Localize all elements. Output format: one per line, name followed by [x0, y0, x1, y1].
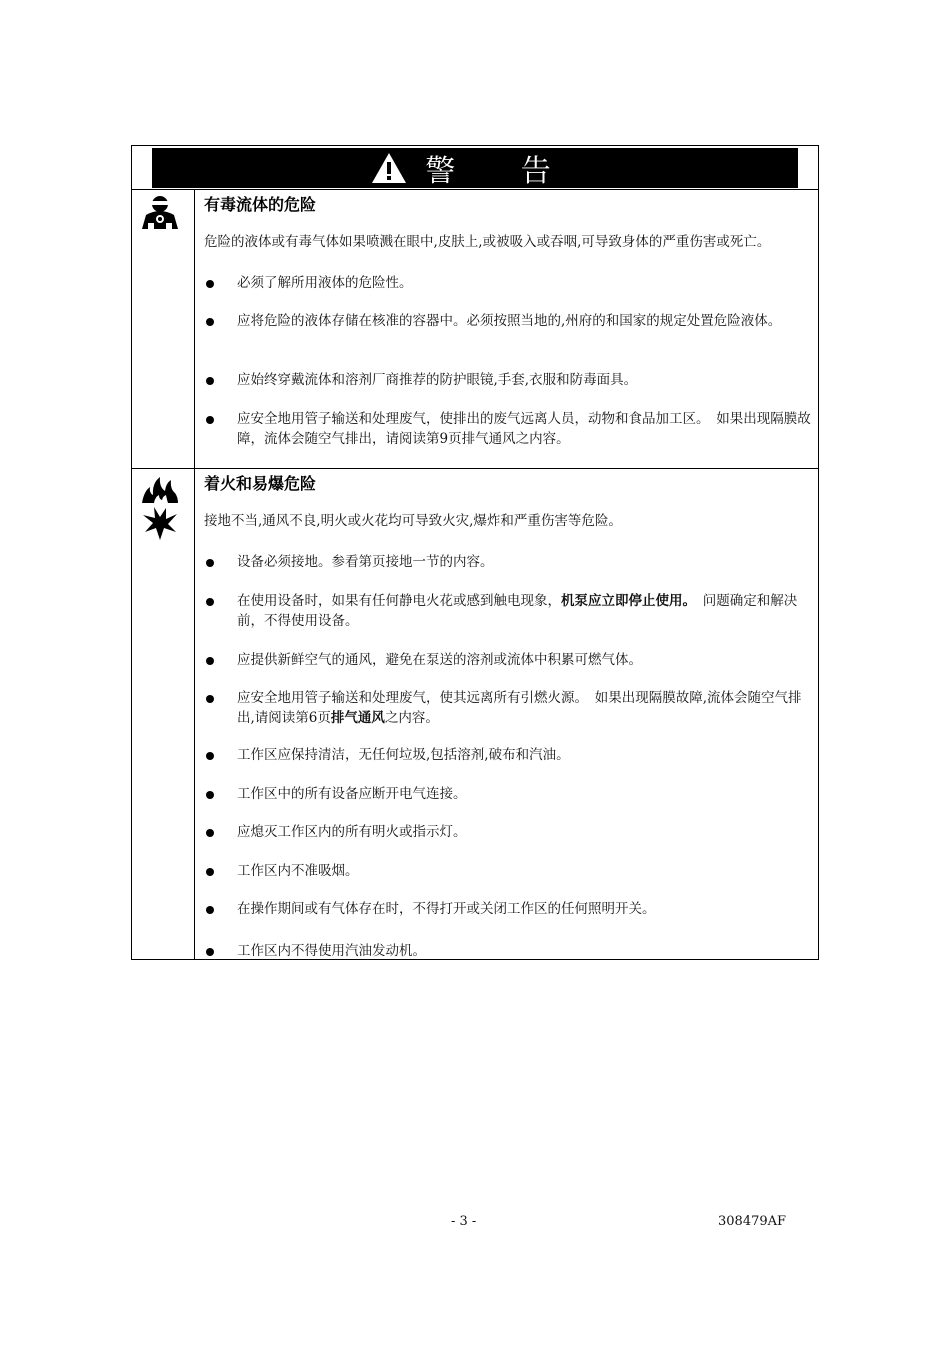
- bullet-icon: [206, 948, 214, 956]
- explosion-icon: [142, 506, 178, 542]
- bullet-icon: [206, 868, 214, 876]
- bullet-icon: [206, 280, 214, 288]
- list-item: 应将危险的液体存储在核准的容器中。必须按照当地的,州府的和国家的规定处置危险液体。: [204, 311, 814, 331]
- warning-box: [131, 145, 819, 960]
- section-title-fire: 着火和易爆危险: [204, 474, 317, 493]
- list-item: 工作区中的所有设备应断开电气连接。: [204, 784, 814, 804]
- divider: [132, 189, 818, 190]
- document-code: 308479AF: [718, 1214, 787, 1229]
- list-item: 工作区应保持清洁，无任何垃圾,包括溶剂,破布和汽油。: [204, 745, 814, 765]
- bullet-icon: [206, 695, 214, 703]
- bullet-icon: [206, 657, 214, 665]
- section-intro-toxic: 危险的液体或有毒气体如果喷溅在眼中,皮肤上,或被吸入或吞咽,可导致身体的严重伤害或死亡。: [204, 234, 771, 250]
- list-item: 应安全地用管子输送和处理废气，使其远离所有引燃火源。 如果出现隔膜故障,流体会随空气排出,请阅读第6页排气通风之内容。: [204, 688, 814, 728]
- column-divider: [194, 189, 195, 960]
- emphasis-text: 排气通风: [330, 710, 385, 726]
- fire-icon: [140, 473, 180, 505]
- list-item: 应提供新鲜空气的通风，避免在泵送的溶剂或流体中积累可燃气体。: [204, 650, 814, 670]
- bullet-icon: [206, 791, 214, 799]
- list-item: 设备必须接地。参看第页接地一节的内容。: [204, 552, 814, 572]
- list-item: 在使用设备时，如果有任何静电火花或感到触电现象，机泵应立即停止使用。 问题确定和解决前，不得使用设备。: [204, 591, 814, 631]
- emphasis-text: 机泵应立即停止使用。: [561, 593, 690, 609]
- bullet-icon: [206, 559, 214, 567]
- bullet-icon: [206, 416, 214, 424]
- list-item: 必须了解所用液体的危险性。: [204, 273, 814, 293]
- gas-mask-person-icon: [140, 195, 180, 229]
- page-number: - 3 -: [451, 1214, 477, 1229]
- list-item: 应熄灭工作区内的所有明火或指示灯。: [204, 822, 814, 842]
- section-intro-fire: 接地不当,通风不良,明火或火花均可导致火灾,爆炸和严重伤害等危险。: [204, 513, 622, 529]
- divider: [132, 468, 818, 469]
- section-title-toxic: 有毒流体的危险: [204, 195, 317, 214]
- list-item: 工作区内不准吸烟。: [204, 861, 814, 881]
- bullet-icon: [206, 906, 214, 914]
- bullet-icon: [206, 752, 214, 760]
- warning-title: 警 告: [425, 154, 579, 189]
- list-item: 工作区内不得使用汽油发动机。: [204, 941, 814, 961]
- list-item: 应安全地用管子输送和处理废气，使排出的废气远离人员，动物和食品加工区。 如果出现隔膜故障，流体会随空气排出，请阅读第9页排气通风之内容。: [204, 409, 814, 449]
- warning-header: [152, 148, 798, 188]
- list-item: 应始终穿戴流体和溶剂厂商推荐的防护眼镜,手套,衣服和防毒面具。: [204, 370, 814, 390]
- warning-triangle-icon: [371, 152, 407, 184]
- bullet-icon: [206, 598, 214, 606]
- bullet-icon: [206, 377, 214, 385]
- list-item: 在操作期间或有气体存在时，不得打开或关闭工作区的任何照明开关。: [204, 899, 814, 919]
- bullet-icon: [206, 318, 214, 326]
- bullet-icon: [206, 829, 214, 837]
